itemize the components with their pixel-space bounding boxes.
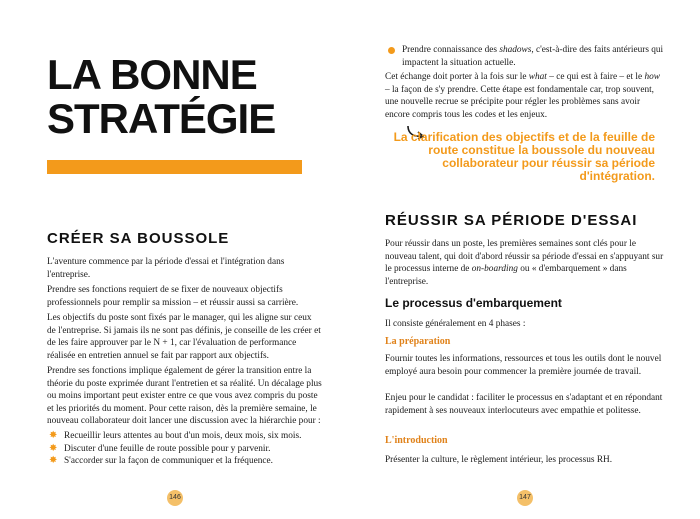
bullet-dot-icon [388, 47, 395, 54]
list-item: ✸ Recueillir leurs attentes au bout d'un mois, deux mois, six mois. [49, 430, 302, 441]
section-heading-creer: CRÉER SA BOUSSOLE [47, 230, 230, 247]
phase-heading-introduction: L'introduction [385, 435, 448, 446]
paragraph-phases-intro: Il consiste généralement en 4 phases : [385, 319, 526, 329]
paragraph-introduction: Présenter la culture, le règlement intérieur, les processus RH. [385, 455, 613, 465]
title-line-1: LA BONNE [47, 51, 257, 98]
title-underline-bar [47, 160, 302, 174]
list-item: Prendre connaissance des shadows, c'est-à-dire des faits antérieurs qui impactent la situation actuelle. [385, 44, 665, 69]
paragraph-preparation: Fournir toutes les informations, ressources et tous les outils dont le nouvel employé aura besoin pour commencer la première journée de travail. [385, 354, 662, 377]
sun-star-icon: ✸ [49, 430, 58, 441]
list-item: ✸ S'accorder sur la façon de communiquer et la fréquence. [49, 455, 273, 466]
page-number-right: 147 [517, 490, 533, 506]
paragraph-1: L'aventure commence par la période d'essai et l'intégration dans l'entreprise. [47, 257, 285, 280]
paragraph-2: Prendre ses fonctions requiert de se fixer de nouveaux objectifs professionnels pour remplir sa mission – et réussir aussi sa carrière. [47, 285, 299, 308]
paragraph-3: Les objectifs du poste sont fixés par le manager, qui les aligne sur ceux de l'entreprise. Si jamais ils ne sont pas définis, je conseille de les créer et de les faire approuver par le N + 1, car l'évaluation de performance réalisée en entretien annuel se fait par rapport aux objectifs. [47, 313, 321, 361]
expectations-list [47, 430, 332, 468]
paragraph-what-how: Cet échange doit porter à la fois sur le what – ce qui est à faire – et le how – la façon de s'y prendre. Cette étape est fondamentale car, trop souvent, une nouvelle recrue se précipite pour régler les problèmes sans avoir encore compris tous les codes et les enjeux. [385, 72, 660, 120]
paragraph-4: Prendre ses fonctions implique également de gérer la transition entre la théorie du poste exprimée durant l'entretien et sa réalité. Un décalage plus ou moins important peut exister entre ce que vous avez compris du poste et les priorités du moment. Pour cette raison, dès la première semaine, le nouveau collaborateur doit lancer une discussion avec la hiérarchie pour : [47, 366, 322, 426]
paragraph-reussir: Pour réussir dans un poste, les premières semaines sont clés pour le nouveau talent, qui doit d'abord réussir sa période d'essai en s'appuyant sur le processus interne de on-boarding ou « d'embarquement » dans l'entreprise. [385, 239, 664, 287]
page-title [47, 53, 275, 141]
title-line-2: STRATÉGIE [47, 95, 276, 142]
subheading-processus: Le processus d'embarquement [385, 296, 562, 310]
phase-heading-preparation: La préparation [385, 336, 451, 347]
paragraph-enjeu: Enjeu pour le candidat : faciliter le processus en s'adaptant et en répondant rapidement à ses nouveaux interlocuteurs avec empathie et politesse. [385, 393, 663, 416]
section-heading-reussir: RÉUSSIR SA PÉRIODE D'ESSAI [385, 212, 638, 229]
page-number-left: 146 [167, 490, 183, 506]
pull-quote: La clarification des objectifs et de la feuille de route constitue la boussole du nouveau collaborateur pour réussir sa période d'intégration. [393, 130, 655, 183]
shadows-bullet-list [385, 44, 665, 69]
list-item: ✸ Discuter d'une feuille de route possible pour y parvenir. [49, 442, 271, 454]
sun-star-icon: ✸ [49, 455, 58, 466]
sun-star-icon: ✸ [49, 442, 58, 454]
